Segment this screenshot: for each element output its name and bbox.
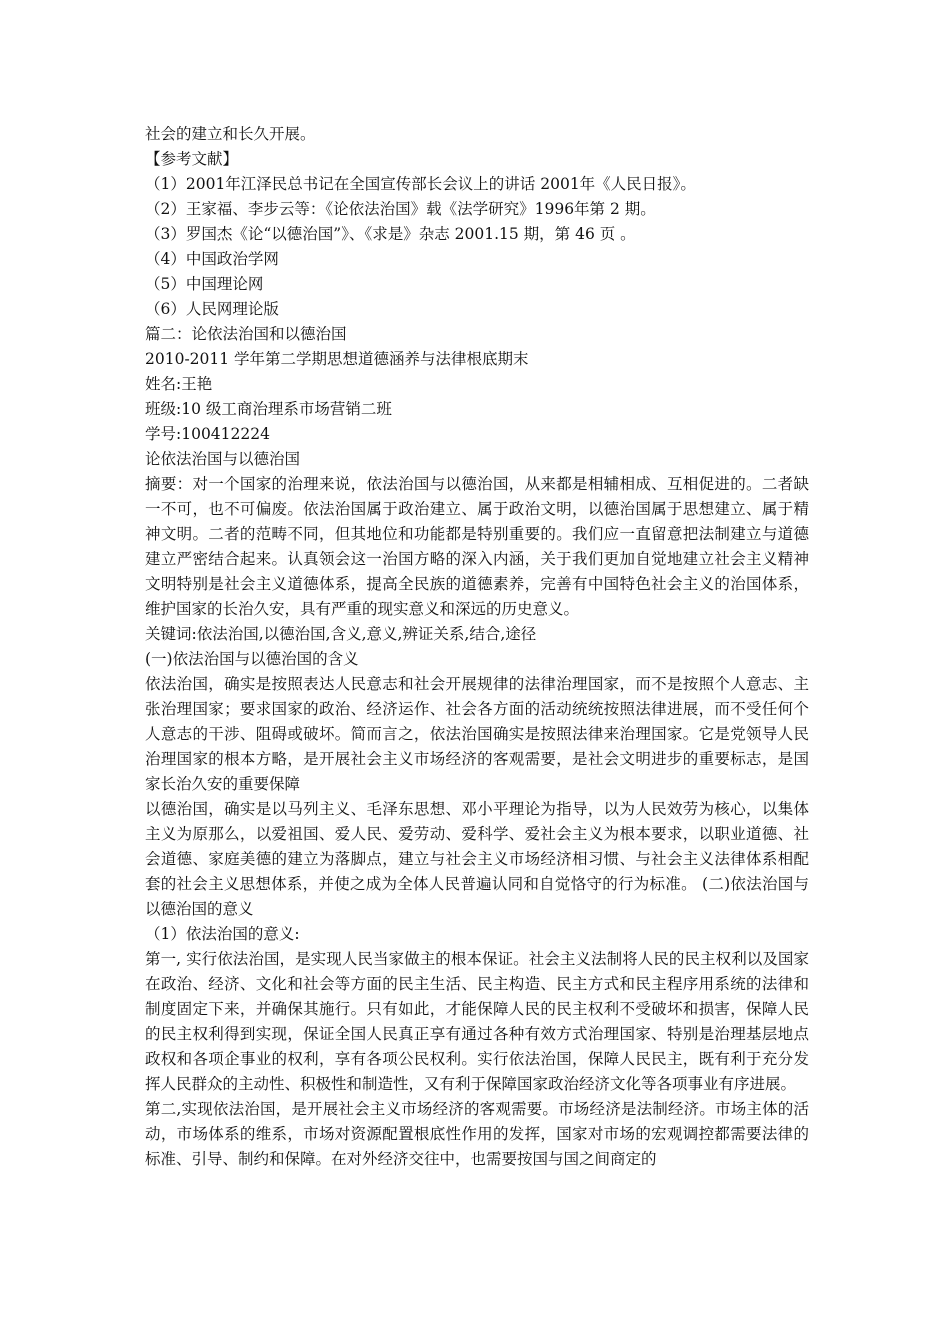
reference-item-5: （5）中国理论网 (145, 275, 264, 293)
keywords-line: 关键词:依法治国,以德治国,含义,意义,辨证关系,结合,途径 (145, 625, 537, 643)
paragraph-continuation: 社会的建立和长久开展。 (145, 125, 316, 143)
paragraph-second-point: 第二,实现依法治国，是开展社会主义市场经济的客观需要。市场经济是法制经济。市场主体的活动，市场体系的维系，市场对资源配置根底性作用的发挥，国家对市场的宏观调控都需要法律的标准、引导、制约和保障。在对外经济交往中，也需要按国与国之间商定的 (145, 1100, 809, 1168)
reference-item-6: （6）人民网理论版 (145, 300, 279, 318)
paragraph-rule-of-virtue: 以德治国，确实是以马列主义、毛泽东思想、邓小平理论为指导，以为人民效劳为核心，以集体主义为原那么，以爱祖国、爱人民、爱劳动、爱科学、爱社会主义为根本要求，以职业道德、社会道德、家庭美德的建立为落脚点，建立与社会主义市场经济相习惯、与社会主义法律体系相配套的社会主义思想体系，并使之成为全体人民普遍认同和自觉恪守的行为标准。 (二)依法治国与以德治国的意义 (145, 800, 809, 918)
exam-title: 2010-2011 学年第二学期思想道德涵养与法律根底期末 (145, 350, 529, 368)
student-class: 班级:10 级工商治理系市场营销二班 (145, 400, 392, 418)
paragraph-first-point: 第一, 实行依法治国，是实现人民当家做主的根本保证。社会主义法制将人民的民主权利以及国家在政治、经济、文化和社会等方面的民主生活、民主构造、民主方式和民主程序用系统的法律和制度固定下来，并确保其施行。只有如此，才能保障人民的民主权利不受破坏和损害，保障人民的民主权利得到实现，保证全国人民真正享有通过各种有效方式治理国家、特别是治理基层地点政权和各项企事业的权利，享有各项公民权利。实行依法治国，保障人民民主，既有利于充分发挥人民群众的主动性、积极性和制造性，又有利于保障国家政治经济文化等各项事业有序进展。 (145, 950, 809, 1093)
essay-title: 论依法治国与以德治国 (145, 450, 301, 468)
abstract-paragraph: 摘要：对一个国家的治理来说，依法治国与以德治国，从来都是相辅相成、互相促进的。二者缺一不可，也不可偏废。依法治国属于政治建立、属于政治文明，以德治国属于思想建立、属于精神文明。二者的范畴不同，但其地位和功能都是特别重要的。我们应一直留意把法制建立与道德建立严密结合起来。认真领会这一治国方略的深入内涵，关于我们更加自觉地建立社会主义精神文明特别是社会主义道德体系，提高全民族的道德素养，完善有中国特色社会主义的治国体系，维护国家的长治久安，具有严重的现实意义和深远的历史意义。 (145, 475, 809, 618)
reference-item-3: （3）罗国杰《论“以德治国”》、《求是》杂志 2001.15 期，第 46 页 。 (145, 225, 636, 243)
references-heading: 【参考文献】 (145, 150, 239, 168)
subheading-meaning: (一)依法治国与以德治国的含义 (145, 650, 359, 668)
document-body (145, 122, 809, 1172)
reference-item-1: （1）2001年江泽民总书记在全国宣传部长会议上的讲话 2001年《人民日报》。 (145, 175, 696, 193)
subheading-significance: （1）依法治国的意义: (145, 925, 300, 943)
student-id: 学号:100412224 (145, 425, 270, 443)
reference-item-4: （4）中国政治学网 (145, 250, 279, 268)
section-title: 篇二：论依法治国和以德治国 (145, 325, 347, 343)
paragraph-rule-of-law: 依法治国，确实是按照表达人民意志和社会开展规律的法律治理国家，而不是按照个人意志、主张治理国家；要求国家的政治、经济运作、社会各方面的活动统统按照法律进展，而不受任何个人意志的干涉、阻碍或破坏。简而言之，依法治国确实是按照法律来治理国家。它是党领导人民治理国家的根本方略，是开展社会主义市场经济的客观需要，是社会文明进步的重要标志，是国家长治久安的重要保障 (145, 675, 809, 793)
student-name: 姓名:王艳 (145, 375, 213, 393)
reference-item-2: （2）王家福、李步云等：《论依法治国》载《法学研究》1996年第 2 期。 (145, 200, 656, 218)
